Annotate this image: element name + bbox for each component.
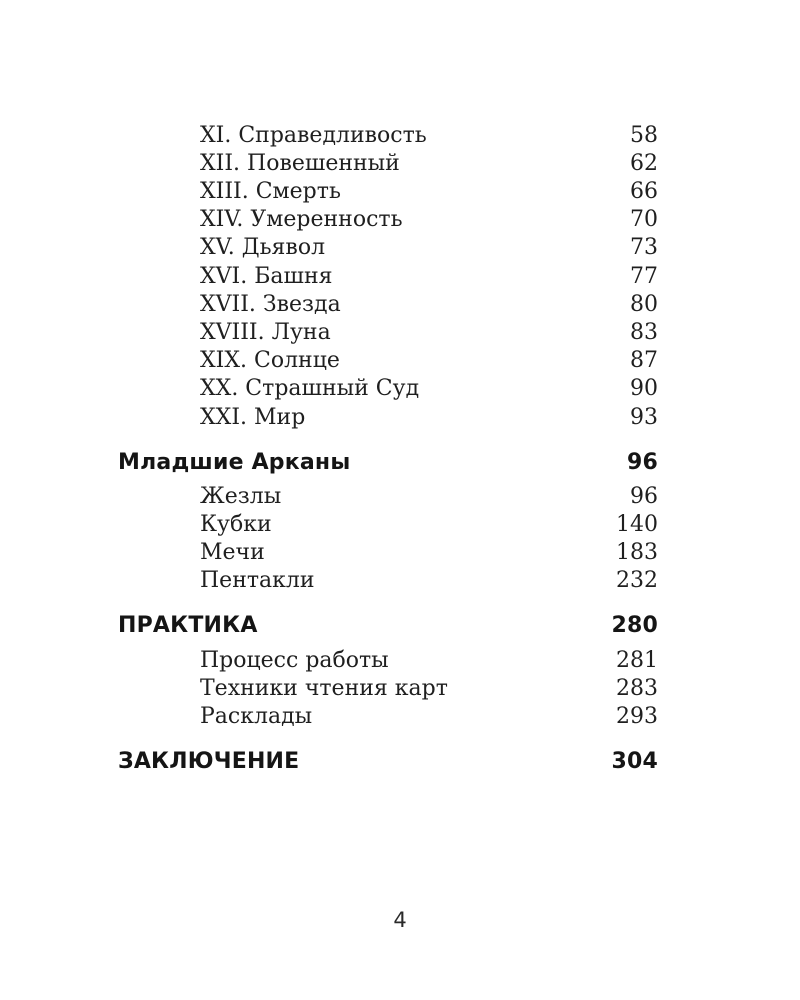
toc-entry[interactable] — [0, 404, 800, 434]
toc-entry-page: 66 — [630, 179, 658, 204]
toc-entry[interactable] — [0, 319, 800, 349]
toc-entry-label: XVII. Звезда — [200, 292, 341, 317]
toc-entry-label: XV. Дьявол — [200, 235, 326, 260]
toc-entry-label: XXI. Мир — [200, 405, 306, 430]
toc-entry-label: XIX. Солнце — [200, 348, 340, 373]
toc-entry-page: 70 — [630, 207, 658, 232]
toc-entry-page: 87 — [630, 348, 658, 373]
toc-entry[interactable] — [0, 178, 800, 208]
toc-entry-page: 62 — [630, 151, 658, 176]
toc-entry[interactable] — [0, 567, 800, 597]
toc-entry-page: 293 — [616, 704, 658, 729]
toc-entry[interactable] — [0, 483, 800, 513]
toc-entry-label: XIII. Смерть — [200, 179, 341, 204]
toc-entry-page: 232 — [616, 568, 658, 593]
toc-entry[interactable] — [0, 234, 800, 264]
toc-entry-page: 58 — [630, 123, 658, 148]
toc-entry-label: XIV. Умеренность — [200, 207, 403, 232]
toc-entry[interactable] — [0, 150, 800, 180]
toc-entry-page: 140 — [616, 512, 658, 537]
toc-section-label: ПРАКТИКА — [118, 613, 258, 638]
toc-entry-page: 83 — [630, 320, 658, 345]
toc-entry-page: 93 — [630, 405, 658, 430]
toc-entry-label: XVIII. Луна — [200, 320, 331, 345]
toc-section-page: 304 — [611, 749, 658, 774]
toc-entry-page: 73 — [630, 235, 658, 260]
toc-entry[interactable] — [0, 122, 800, 152]
toc-entry[interactable] — [0, 347, 800, 377]
toc-entry-label: Кубки — [200, 512, 272, 537]
toc-section-label: ЗАКЛЮЧЕНИЕ — [118, 749, 300, 774]
toc-entry-label: Техники чтения карт — [200, 676, 448, 701]
toc-section-label: Младшие Арканы — [118, 450, 351, 475]
toc-entry-page: 80 — [630, 292, 658, 317]
toc-section-page: 280 — [611, 613, 658, 638]
toc-section-page: 96 — [626, 450, 658, 475]
toc-section-minor-arcana[interactable] — [0, 448, 800, 478]
toc-entry-label: Процесс работы — [200, 648, 389, 673]
toc-entry-page: 96 — [630, 484, 658, 509]
toc-entry-page: 183 — [616, 540, 658, 565]
toc-entry-page: 283 — [616, 676, 658, 701]
toc-entry[interactable] — [0, 206, 800, 236]
toc-entry-page: 77 — [630, 264, 658, 289]
toc-section-conclusion[interactable] — [0, 747, 800, 777]
toc-section-practice[interactable] — [0, 611, 800, 641]
toc-entry-page: 281 — [616, 648, 658, 673]
toc-entry-label: XII. Повешенный — [200, 151, 400, 176]
toc-entry[interactable] — [0, 375, 800, 405]
toc-entry[interactable] — [0, 647, 800, 677]
toc-entry[interactable] — [0, 511, 800, 541]
page-number: 4 — [393, 908, 407, 932]
toc-entry-label: Пентакли — [200, 568, 315, 593]
toc-entry-label: Мечи — [200, 540, 265, 565]
toc-entry-label: Жезлы — [200, 484, 282, 509]
toc-entry[interactable] — [0, 539, 800, 569]
toc-entry[interactable] — [0, 291, 800, 321]
toc-entry[interactable] — [0, 675, 800, 705]
toc-entry[interactable] — [0, 263, 800, 293]
toc-entry-label: XI. Справедливость — [200, 123, 427, 148]
toc-entry-label: Расклады — [200, 704, 313, 729]
toc-entry[interactable] — [0, 703, 800, 733]
toc-entry-page: 90 — [630, 376, 658, 401]
toc-entry-label: XX. Страшный Суд — [200, 376, 420, 401]
toc-entry-label: XVI. Башня — [200, 264, 333, 289]
